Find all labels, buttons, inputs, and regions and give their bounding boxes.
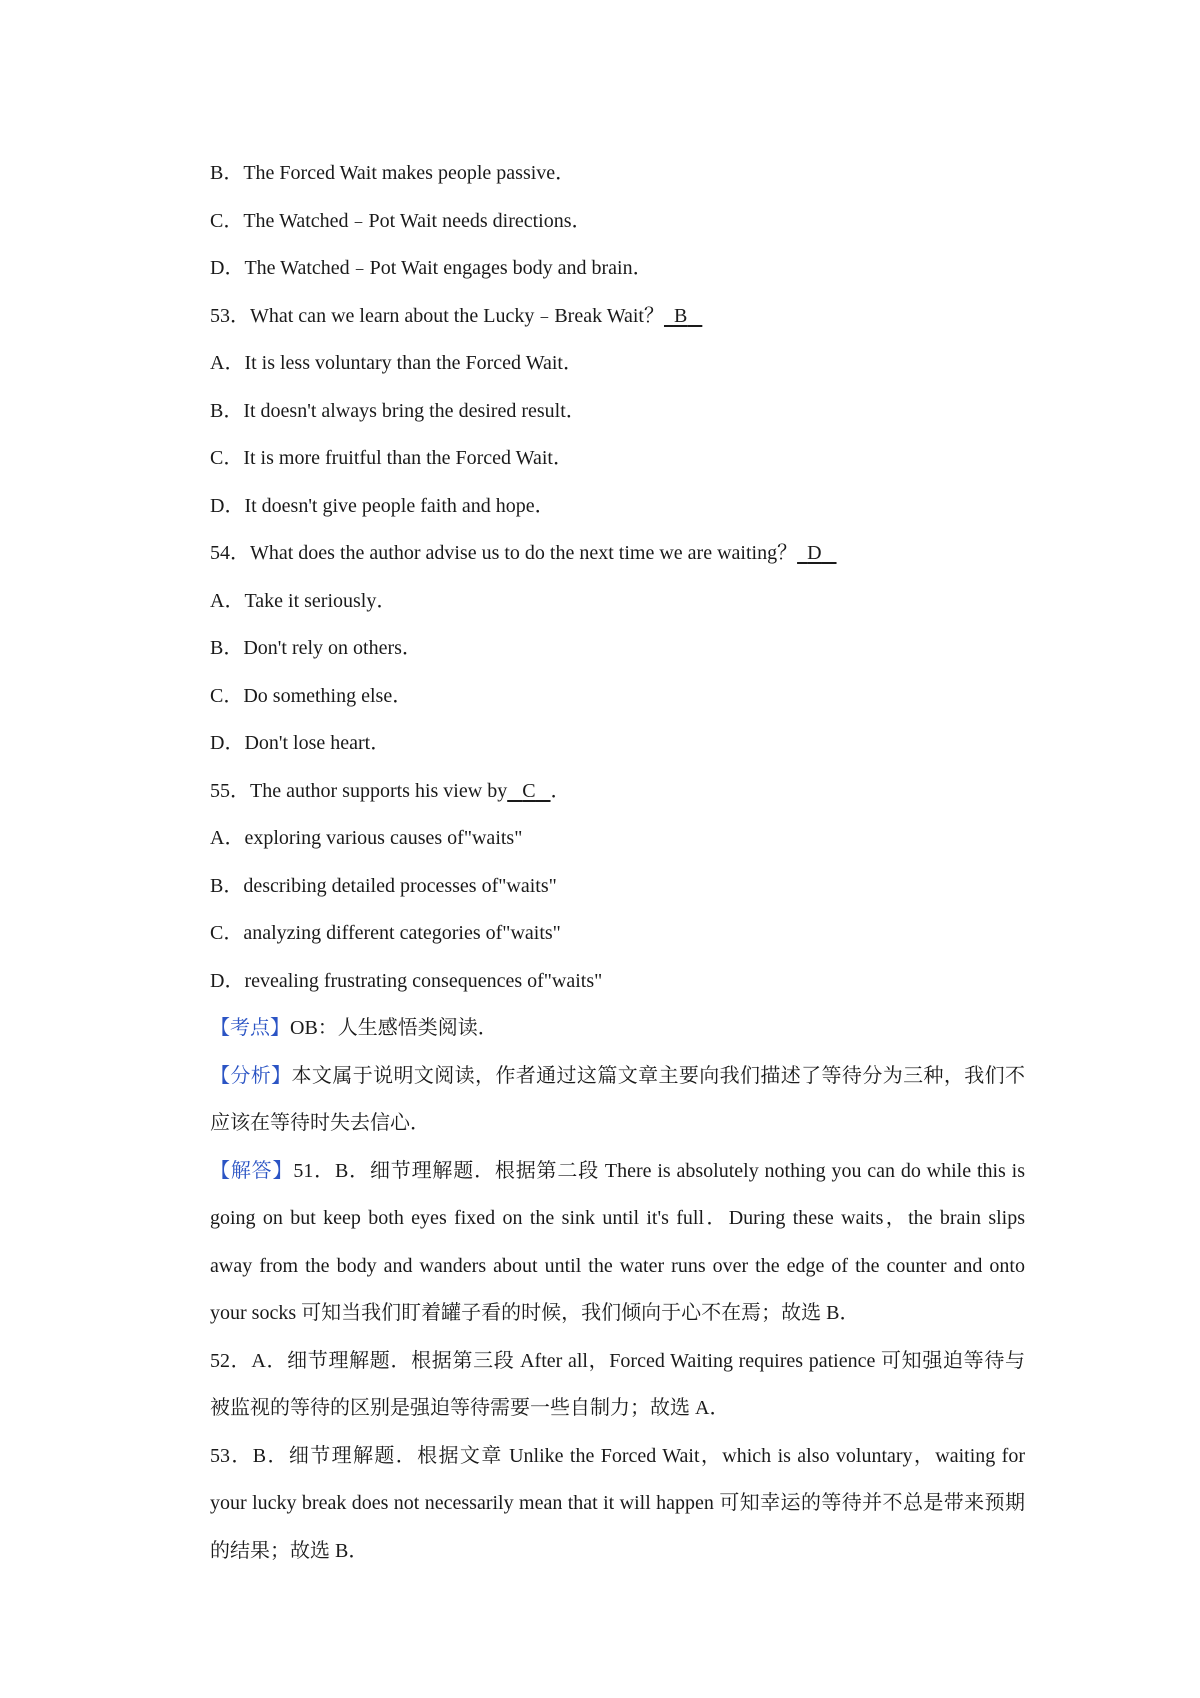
option-52-d: D．The Watched﹣Pot Wait engages body and brain．	[210, 257, 653, 279]
option-53-b: B．It doesn't always bring the desired result．	[210, 399, 586, 422]
fenxi-tag: 【分析】	[210, 1064, 292, 1087]
option-54-b: B．Don't rely on others．	[210, 637, 422, 659]
question-55-answer-blank	[507, 768, 550, 816]
option-53-c: C．It is more fruitful than the Forced Wait．	[210, 447, 573, 469]
explanation-53: 53．B．细节理解题．根据文章 Unlike the Forced Wait，which is also voluntary，waiting for your lucky break does not necessarily mean that it will happen 可知幸运的等待并不总是带来预期的结果；故选 B．	[210, 1444, 1025, 1562]
question-55-stem-end: ．	[550, 779, 571, 802]
option-54-d: D．Don't lose heart．	[210, 732, 391, 754]
question-53	[210, 293, 1025, 341]
explanation-52: 52．A．细节理解题．根据第三段 After all，Forced Waiting requires patience 可知强迫等待与被监视的等待的区别是强迫等待需要一些自制力；故选 A．	[210, 1349, 1025, 1419]
question-54-answer-blank	[797, 530, 836, 578]
option-55-d: D．revealing frustrating consequences of"waits"	[210, 969, 603, 992]
question-54	[210, 530, 1025, 578]
option-54-c: C．Do something else．	[210, 684, 413, 707]
fenxi-section	[210, 1053, 1025, 1148]
question-53-answer-blank	[664, 293, 702, 341]
option-54-a: A．Take it seriously．	[210, 589, 397, 612]
kaodian-text: OB：人生感悟类阅读．	[290, 1017, 498, 1039]
question-55-answer: C	[522, 779, 536, 802]
question-55	[210, 768, 1025, 816]
option-52-b: B．The Forced Wait makes people passive．	[210, 162, 576, 184]
kaodian-tag: 【考点】	[210, 1017, 290, 1039]
option-55-b: B．describing detailed processes of"waits"	[210, 874, 557, 897]
fenxi-text: 本文属于说明文阅读，作者通过这篇文章主要向我们描述了等待分为三种，我们不应该在等待时失去信心．	[210, 1064, 1026, 1134]
option-53-d: D．It doesn't give people faith and hope．	[210, 494, 555, 517]
jieda-section	[210, 1148, 1025, 1338]
question-53-stem: 53．What can we learn about the Lucky﹣Break Wait？	[210, 304, 664, 327]
option-55-a: A．exploring various causes of"waits"	[210, 827, 523, 849]
option-52-c: C．The Watched﹣Pot Wait needs directions．	[210, 209, 592, 232]
option-53-a: A．It is less voluntary than the Forced Wait．	[210, 352, 583, 374]
question-53-answer: B	[673, 304, 688, 327]
jieda-text: 51．B．细节理解题．根据第二段 There is absolutely nothing you can do while this is going on but keep both eyes fixed on the sink until it's full．During these waits，the brain slips away from the body and wanders about until the water runs over the edge of the counter and onto your socks 可知当我们盯着罐子看的时候，我们倾向于心不在焉；故选 B．	[210, 1159, 1026, 1324]
kaodian-section	[210, 1005, 1025, 1053]
question-55-stem: 55．The author supports his view by	[210, 779, 508, 802]
question-54-stem: 54．What does the author advise us to do the next time we are waiting？	[210, 542, 798, 564]
question-54-answer: D	[807, 542, 822, 564]
document-page	[210, 150, 1025, 1575]
jieda-tag: 【解答】	[210, 1159, 294, 1182]
option-55-c: C．analyzing different categories of"waits"	[210, 922, 561, 944]
